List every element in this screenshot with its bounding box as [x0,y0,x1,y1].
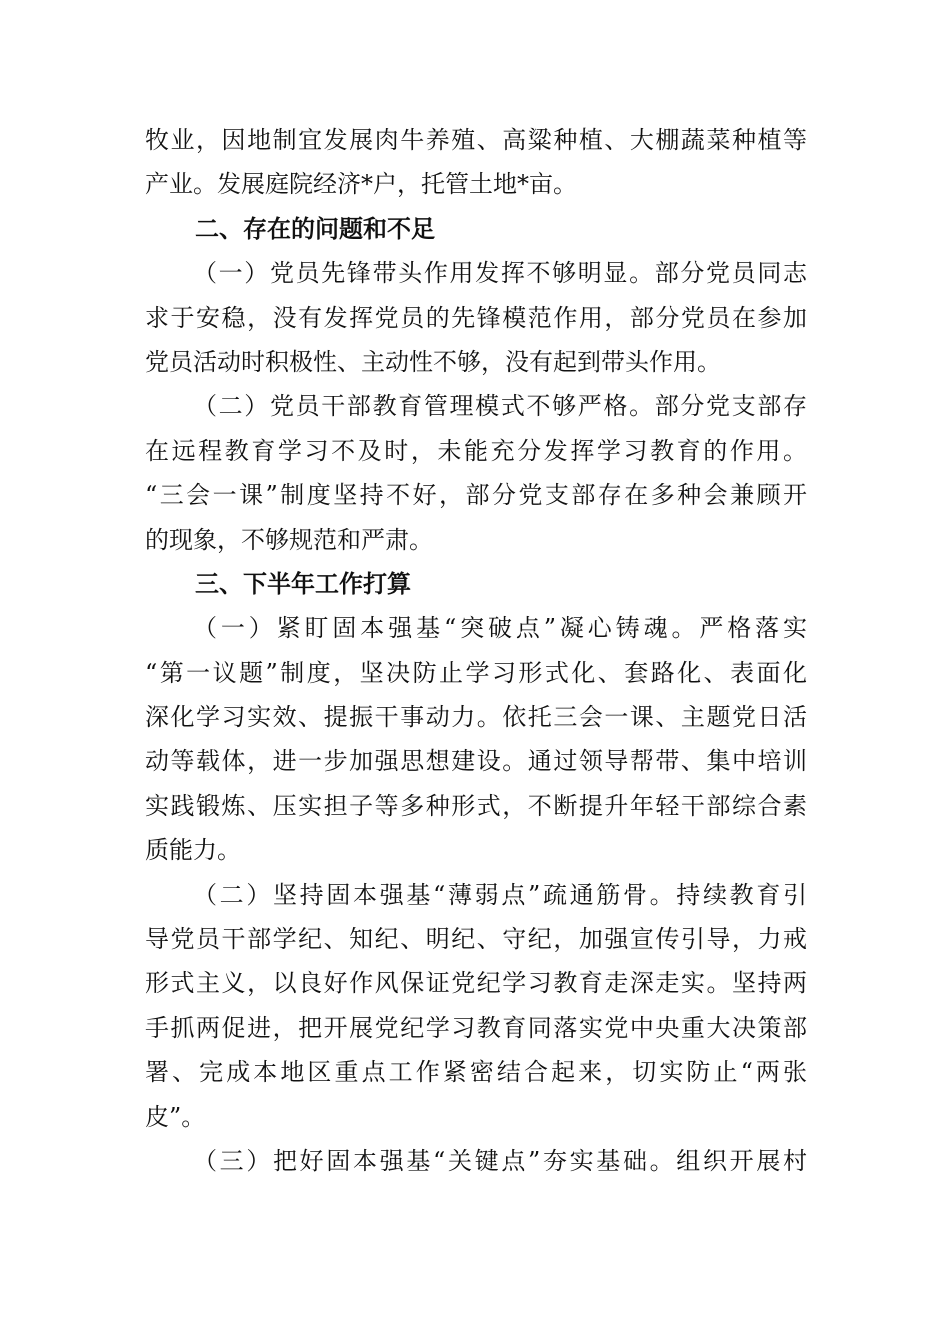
paragraph [145,118,807,207]
text-line: 产业。发展庭院经济*户，托管土地*亩。 [145,170,577,199]
paragraph [145,606,807,872]
text-line: 动等载体，进一步加强思想建设。通过领导帮带、集中培训 [145,747,807,776]
paragraph [145,1139,807,1183]
text-line: “第一议题”制度，坚决防止学习形式化、套路化、表面化 [145,658,807,687]
section-heading [145,562,807,606]
paragraph [145,251,807,384]
text-line: 牧业，因地制宜发展肉牛养殖、高粱种植、大棚蔬菜种植等 [145,126,807,154]
paragraph [145,873,807,1139]
heading-text: 三、下半年工作打算 [195,569,411,598]
text-line: “三会一课”制度坚持不好，部分党支部存在多种会兼顾开 [145,481,807,510]
text-line: 求于安稳，没有发挥党员的先锋模范作用，部分党员在参加 [145,303,807,332]
heading-text: 二、存在的问题和不足 [195,214,435,243]
text-line: 形式主义，以良好作风保证党纪学习教育走深走实。坚持两 [145,969,807,998]
text-line: 实践锻炼、压实担子等多种形式，不断提升年轻干部综合素 [145,791,807,820]
section-heading [145,207,807,251]
text-line: （三）把好固本强基“关键点”夯实基础。组织开展村 [193,1146,807,1175]
text-line: 导党员干部学纪、知纪、明纪、守纪，加强宣传引导，力戒 [145,925,807,954]
text-line: 在远程教育学习不及时，未能充分发挥学习教育的作用。 [145,436,807,465]
paragraph [145,384,807,562]
text-line: 手抓两促进，把开展党纪学习教育同落实党中央重大决策部 [145,1013,807,1042]
text-line: （一）党员先锋带头作用发挥不够明显。部分党员同志 [193,259,807,288]
text-line: （一）紧盯固本强基“突破点”凝心铸魂。严格落实 [193,614,807,643]
text-line: 署、完成本地区重点工作紧密结合起来，切实防止“两张 [145,1058,807,1087]
text-line: 深化学习实效、提振干事动力。依托三会一课、主题党日活 [145,703,807,732]
text-line: 的现象，不够规范和严肃。 [145,525,433,554]
text-line: 皮”。 [145,1102,206,1131]
document-body [145,118,807,1183]
text-line: （二）党员干部教育管理模式不够严格。部分党支部存 [193,392,807,421]
text-line: 质能力。 [145,836,241,865]
text-line: 党员活动时积极性、主动性不够，没有起到带头作用。 [145,347,721,376]
text-line: （二）坚持固本强基“薄弱点”疏通筋骨。持续教育引 [193,880,807,909]
